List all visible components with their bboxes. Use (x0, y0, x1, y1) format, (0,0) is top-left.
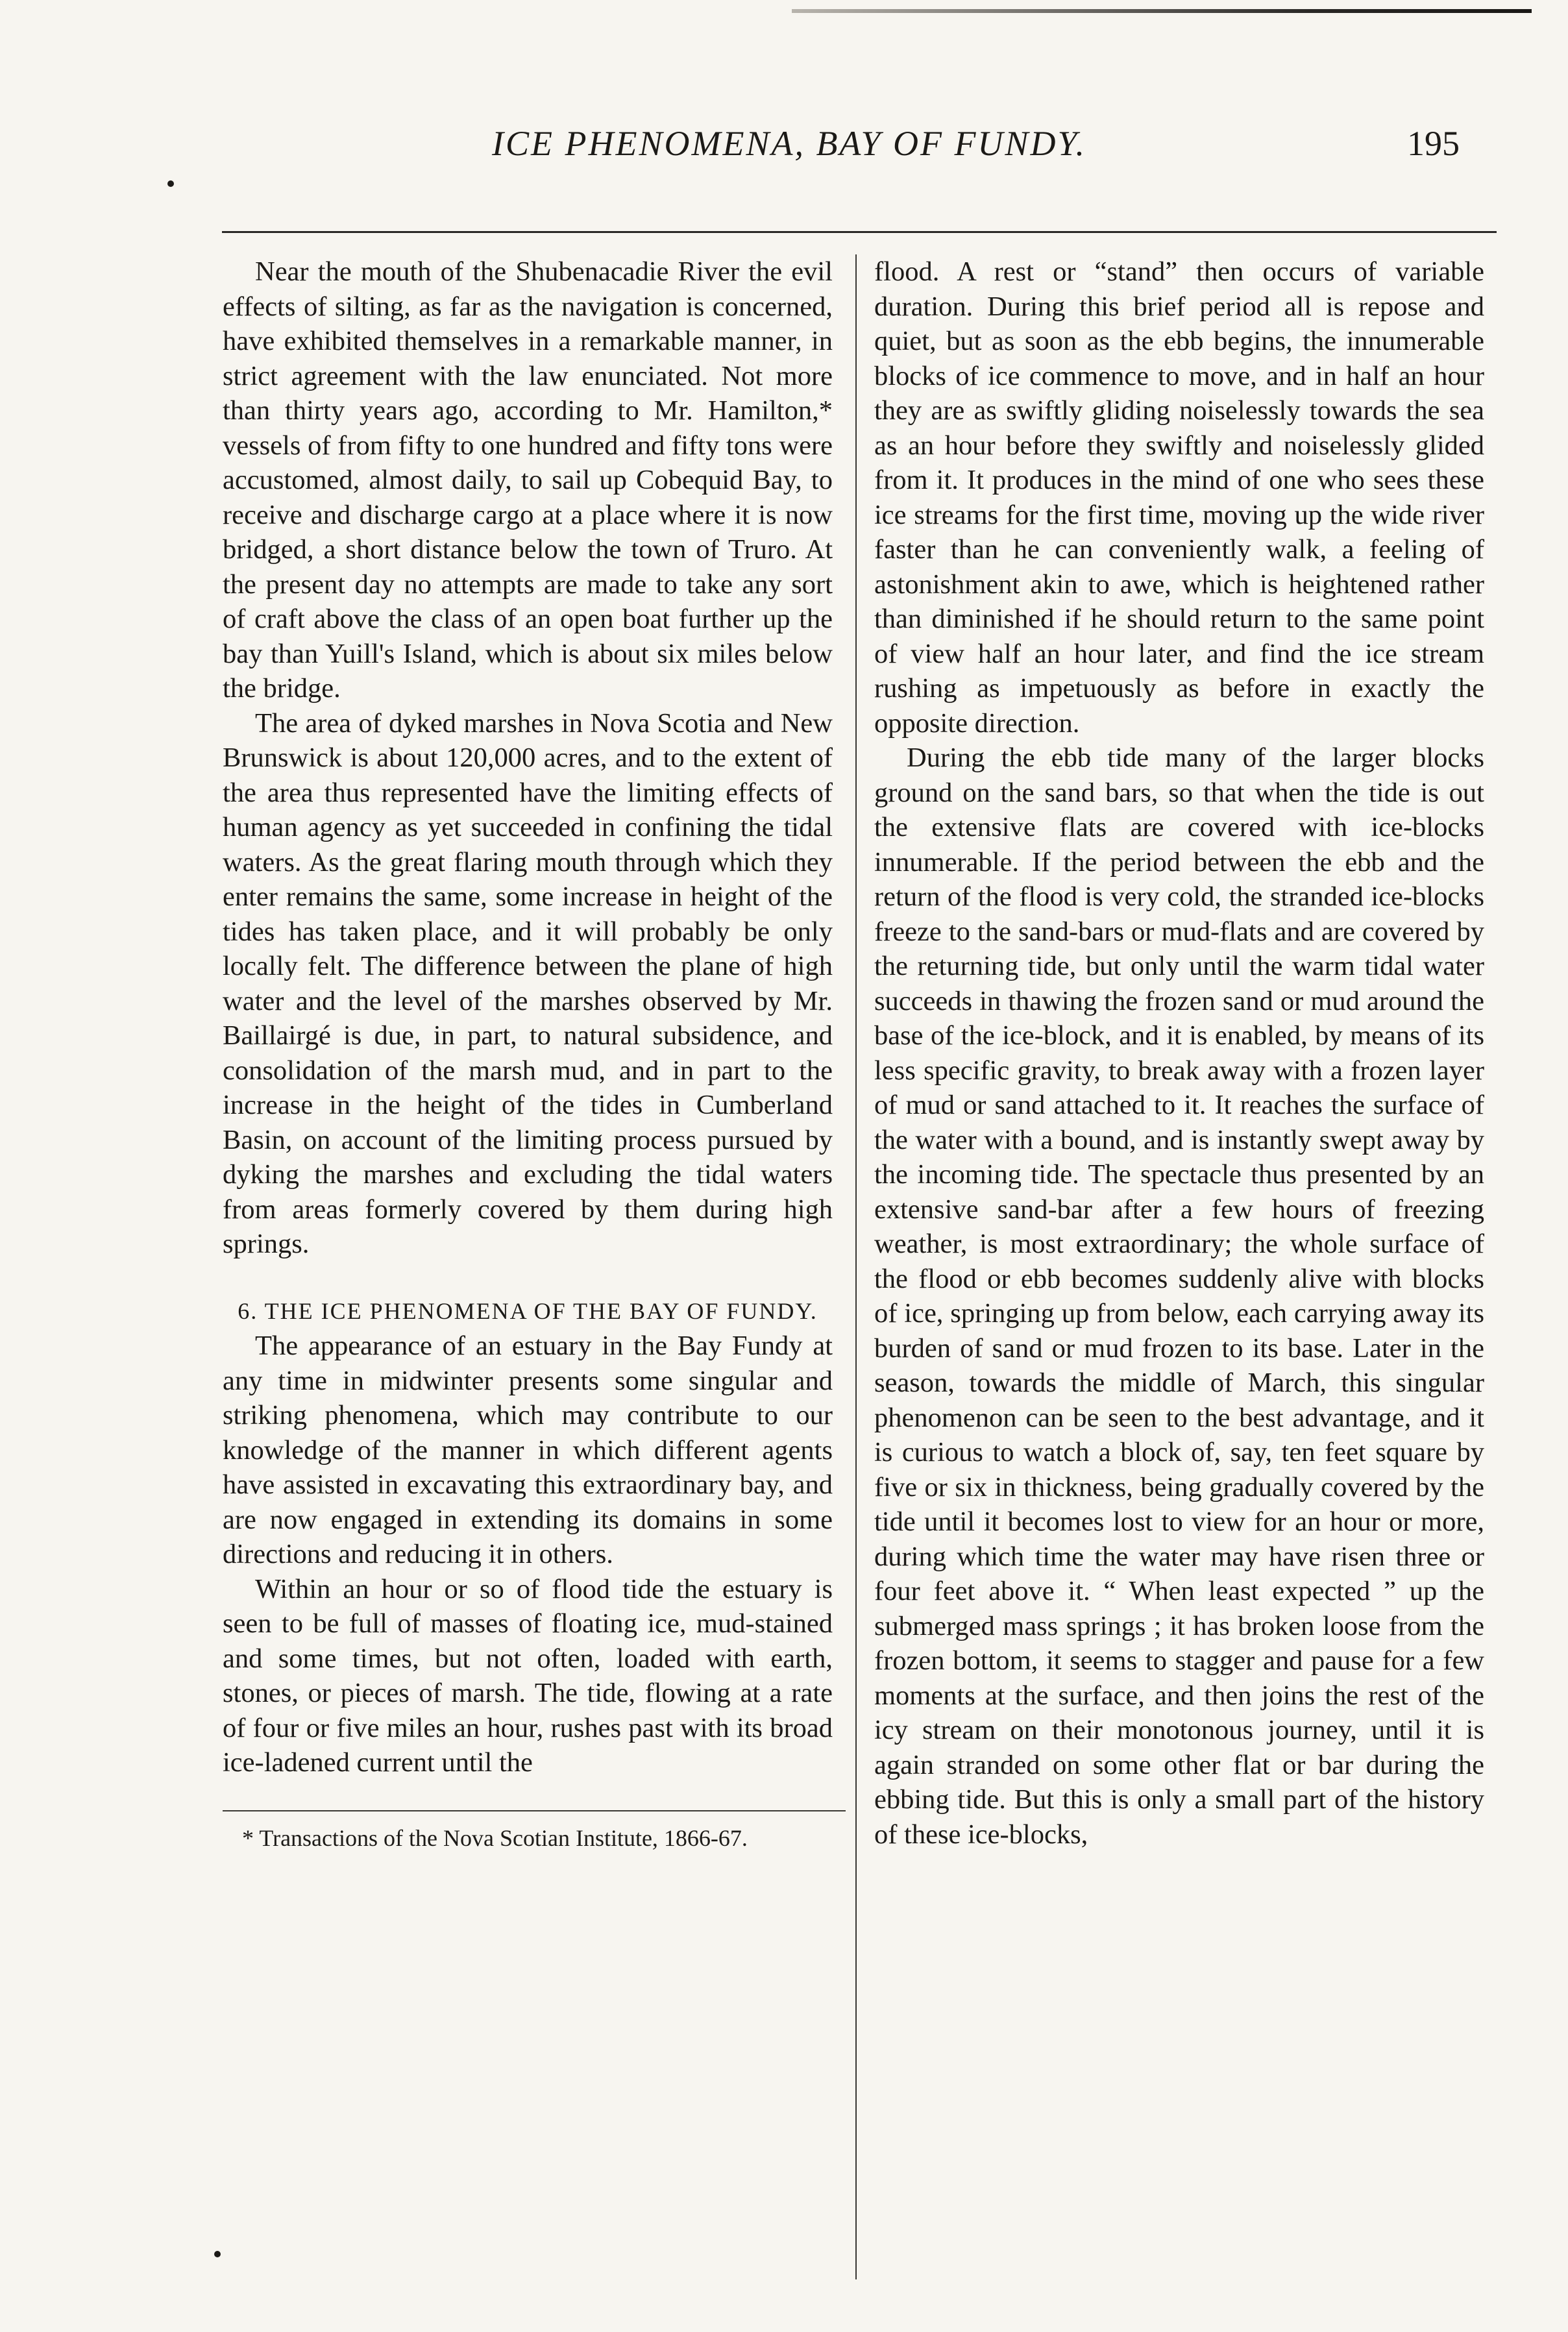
paragraph: During the ebb tide many of the larger blocks ground on the sand bars, so that when the tide is out the extensive flats are covered with ice-blocks innumerable. If the period between the ebb and the return of the flood is very cold, the stranded ice-blocks freeze to the sand-bars or mud-flats and are covered by the returning tide, but only until the warm tidal water succeeds in thawing the frozen sand or mud around the base of the ice-block, and it is enabled, by means of its less specific gravity, to break away with a frozen layer of mud or sand attached to it. It reaches the surface of the water with a bound, and is instantly swept away by the incoming tide. The spectacle thus presented by an extensive sand-bar after a few hours of freezing weather, is most extraordinary; the whole surface of the flood or ebb becomes suddenly alive with blocks of ice, springing up from below, each carrying away its burden of sand or mud frozen to its base. Later in the season, towards the middle of March, this singular phenomenon can be seen to the best advantage, and it is curious to watch a block of, say, ten feet square by five or six in thickness, being gradually covered by the tide until it becomes lost to view for an hour or more, during which time the water may have risen three or four feet above it. “ When least expected ” up the submerged mass springs ; it has broken loose from the frozen bottom, it seems to stagger and pause for a few moments at the surface, and then joins the rest of the icy stream on their monotonous journey, until it is again stranded on some other flat or bar during the ebbing tide. But this is only a small part of the history of these ice-blocks, (874, 743, 1484, 1850)
paragraph: The appearance of an estuary in the Bay Fundy at any time in midwinter presents some singular and striking phenomena, which may contribute to our knowledge of the manner in which different agents have assisted in excavating this extraordinary bay, and are now engaged in extending its domains in some directions and reducing it in others. (223, 1331, 833, 1569)
page-number: 195 (1407, 124, 1460, 163)
paragraph: Near the mouth of the Shubenacadie River the evil effects of silting, as far as the navigation is concerned, have exhibited themselves in a remarkable manner, in strict agreement with the law enunciated. Not more than thirty years ago, according to Mr. Hamilton,* vessels of from fifty to one hundred and fifty tons were accustomed, almost daily, to sail up Cobequid Bay, to receive and discharge cargo at a place where it is now bridged, a short distance below the town of Truro. At the present day no attempts are made to take any sort of craft above the class of an open boat further up the bay than Yuill's Island, which is about six miles below the bridge. (223, 256, 833, 704)
footnote-rule (223, 1810, 846, 1811)
footnote: * Transactions of the Nova Scotian Institute, 1866-67. (242, 1824, 748, 1851)
left-column (223, 254, 833, 2286)
margin-dot-top (167, 180, 174, 187)
margin-dot-bottom (214, 2251, 221, 2257)
header-rule (222, 231, 1497, 233)
running-head-title: ICE PHENOMENA, BAY OF FUNDY. (492, 124, 1087, 163)
paragraph: Within an hour or so of flood tide the estuary is seen to be full of masses of floating ice, mud-stained and some times, but not often, loaded with earth, stones, or pieces of marsh. The tide, flowing at a rate of four or five miles an hour, rushes past with its broad ice-ladened current until the (223, 1573, 833, 1778)
top-edge-rule (792, 9, 1532, 13)
paragraph: flood. A rest or “stand” then occurs of variable duration. During this brief period all is repose and quiet, but as soon as the ebb begins, the innumerable blocks of ice commence to move, and in half an hour they are as swiftly gliding noiselessly towards the sea as an hour before they swiftly and noiselessly glided from it. It produces in the mind of one who sees these ice streams for the first time, moving up the wide river faster than he can conveniently walk, a feeling of astonishment akin to awe, which is heightened rather than diminished if he should return to the same point of view half an hour later, and find the ice stream rushing as impetuously as before in exactly the opposite direction. (874, 256, 1484, 739)
right-column (874, 254, 1484, 2286)
running-head (0, 123, 1568, 182)
section-heading: 6. THE ICE PHENOMENA OF THE BAY OF FUNDY. (238, 1297, 818, 1324)
paragraph: The area of dyked marshes in Nova Scotia and New Brunswick is about 120,000 acres, and to the extent of the area thus represented have the limiting effects of human agency as yet succeeded in confining the tidal waters. As the great flaring mouth through which they enter remains the same, some increase in height of the tides has taken place, and it will probably be only locally felt. The difference between the plane of high water and the level of the marshes observed by Mr. Baillairgé is due, in part, to natural subsidence, and consolidation of the marsh mud, and in part to the increase in the height of the tides in Cumberland Basin, on account of the limiting process pursued by dyking the marshes and excluding the tidal waters from areas formerly covered by them during high springs. (223, 707, 833, 1259)
column-divider (855, 254, 857, 2279)
